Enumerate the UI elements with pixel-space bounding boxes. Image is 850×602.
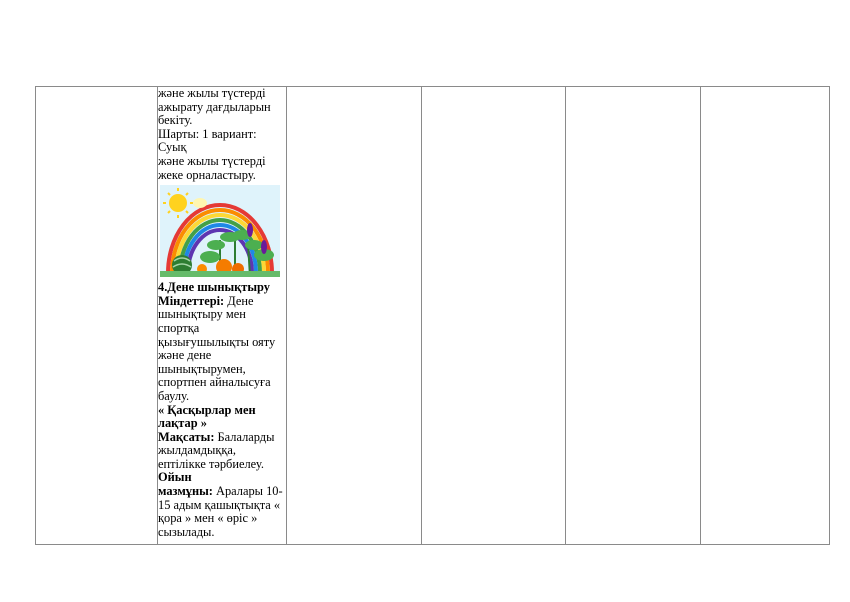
content-line (158, 485, 288, 499)
goal-line: жылдамдыққа, (158, 443, 236, 458)
rainbow-garden-illustration (160, 185, 280, 277)
game-title: « Қасқырлар мен (158, 402, 256, 417)
tasks-line: баулу. (158, 388, 190, 403)
game-title: лақтар » (158, 416, 207, 431)
goal-line (158, 431, 288, 445)
tasks-first: Дене (224, 293, 254, 308)
content-line: сызылады. (158, 524, 215, 539)
activity-cell (158, 87, 288, 539)
content-first: Аралары 10- (212, 484, 283, 499)
column-divider (565, 87, 566, 544)
intro-line: ажырату дағдыларын (158, 99, 271, 114)
condition-line: және жылы түстерді (158, 153, 266, 168)
section-title: 4.Дене шынықтыру (158, 280, 270, 295)
tasks-line (158, 295, 288, 309)
tasks-line: спортқа (158, 320, 200, 335)
goal-line: ептілікке тәрбиелеу. (158, 456, 264, 471)
content-label: мазмұны: (158, 484, 213, 499)
tasks-label: Міндеттері: (158, 293, 225, 308)
condition-line: Шарты: 1 вариант: Суық (158, 126, 257, 155)
content-label: Ойын (158, 470, 192, 485)
tasks-line: шынықтырумен, (158, 361, 246, 376)
intro-line: және жылы түстерді (158, 86, 266, 100)
tasks-line: және дене (158, 348, 212, 363)
tasks-line: қызығушылықты ояту (158, 334, 276, 349)
goal-label: Мақсаты: (158, 429, 215, 444)
content-line: 15 адым қашықтықта « (158, 497, 281, 512)
tasks-line: шынықтыру мен (158, 307, 246, 322)
tasks-line: спортпен айналысуға (158, 375, 271, 390)
column-divider (700, 87, 701, 544)
plan-table (35, 86, 830, 545)
content-line: қора » мен « өріс » (158, 511, 258, 526)
condition-line: жеке орналастыру. (158, 167, 256, 182)
goal-first: Балаларды (214, 429, 275, 444)
column-divider (421, 87, 422, 544)
intro-line: бекіту. (158, 113, 193, 128)
